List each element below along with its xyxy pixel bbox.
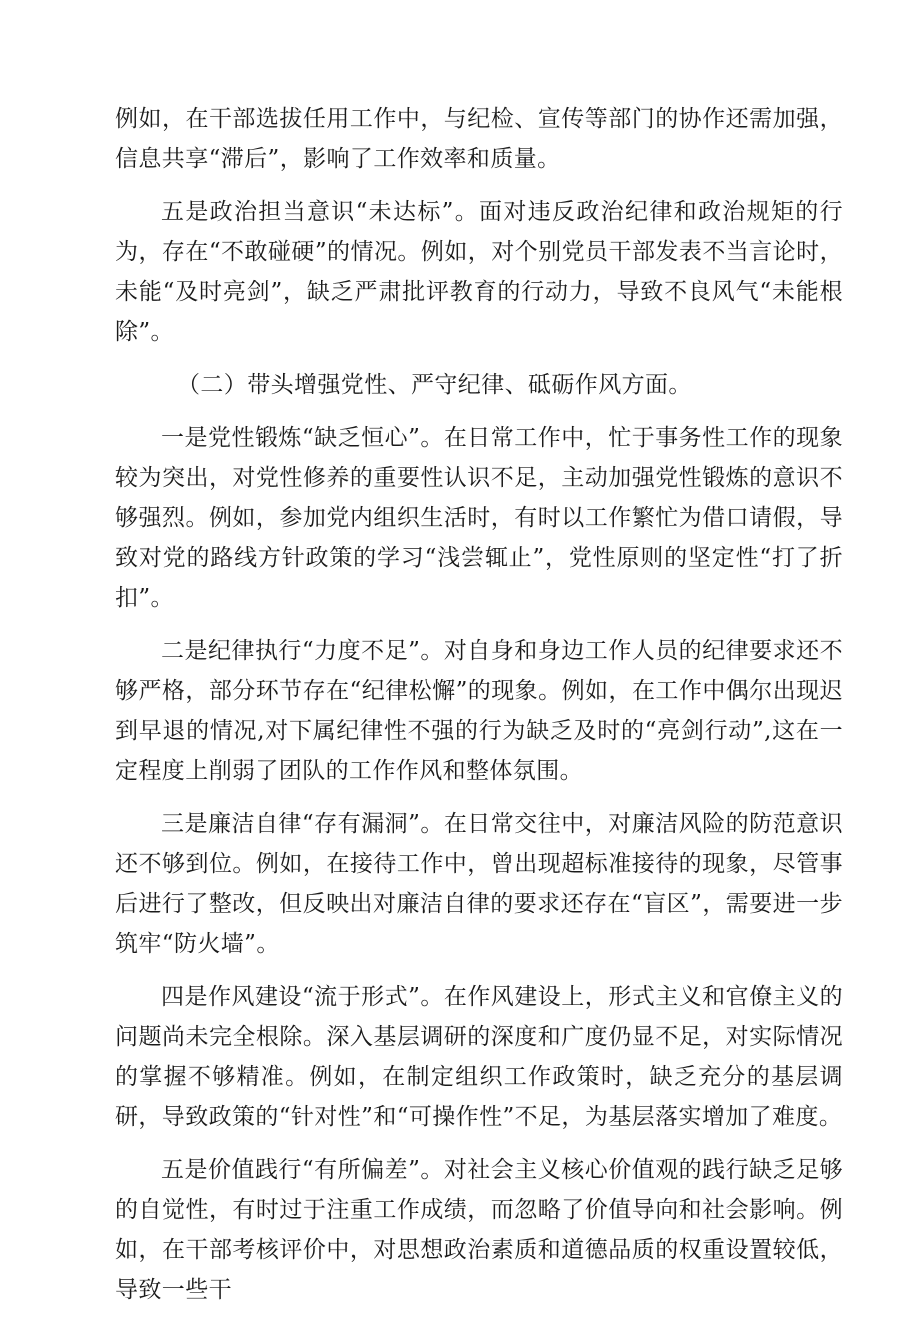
paragraph-political-responsibility: 五是政治担当意识“未达标”。面对违反政治纪律和政治规矩的行为，存在“不敢碰硬”的情况。例如，对个别党员干部发表不当言论时，未能“及时亮剑”，缺乏严肃批评教育的行动力，导致不良风气“未能根除”。 bbox=[115, 199, 843, 345]
paragraph-work-style: 四是作风建设“流于形式”。在作风建设上，形式主义和官僚主义的问题尚未完全根除。深入基层调研的深度和广度仍显不足，对实际情况的掌握不够精准。例如，在制定组织工作政策时，缺乏充分的基层调研，导致政策的“针对性”和“可操作性”不足，为基层落实增加了难度。 bbox=[115, 984, 843, 1130]
section-heading-party-discipline: （二）带头增强党性、严守纪律、砥砺作风方面。 bbox=[177, 372, 692, 398]
paragraph-party-spirit: 一是党性锻炼“缺乏恒心”。在日常工作中，忙于事务性工作的现象较为突出，对党性修养的重要性认识不足，主动加强党性锻炼的意识不够强烈。例如，参加党内组织生活时，有时以工作繁忙为借口请假，导致对党的路线方针政策的学习“浅尝辄止”，党性原则的坚定性“打了折扣”。 bbox=[115, 425, 843, 611]
paragraph-integrity: 三是廉洁自律“存有漏洞”。在日常交往中，对廉洁风险的防范意识还不够到位。例如，在接待工作中，曾出现超标准接待的现象，尽管事后进行了整改，但反映出对廉洁自律的要求还存在“盲区”，需要进一步筑牢“防火墙”。 bbox=[115, 811, 843, 957]
paragraph-value-practice: 五是价值践行“有所偏差”。对社会主义核心价值观的践行缺乏足够的自觉性，有时过于注重工作成绩，而忽略了价值导向和社会影响。例如，在干部考核评价中，对思想政治素质和道德品质的权重设置较低，导致一些干 bbox=[115, 1157, 843, 1303]
paragraph-continuation: 例如，在干部选拔任用工作中，与纪检、宣传等部门的协作还需加强，信息共享“滞后”，影响了工作效率和质量。 bbox=[115, 106, 843, 172]
document-body bbox=[115, 99, 843, 1323]
paragraph-discipline-enforcement: 二是纪律执行“力度不足”。对自身和身边工作人员的纪律要求还不够严格，部分环节存在“纪律松懈”的现象。例如，在工作中偶尔出现迟到早退的情况,对下属纪律性不强的行为缺乏及时的“亮剑行动”,这在一定程度上削弱了团队的工作作风和整体氛围。 bbox=[115, 638, 843, 784]
